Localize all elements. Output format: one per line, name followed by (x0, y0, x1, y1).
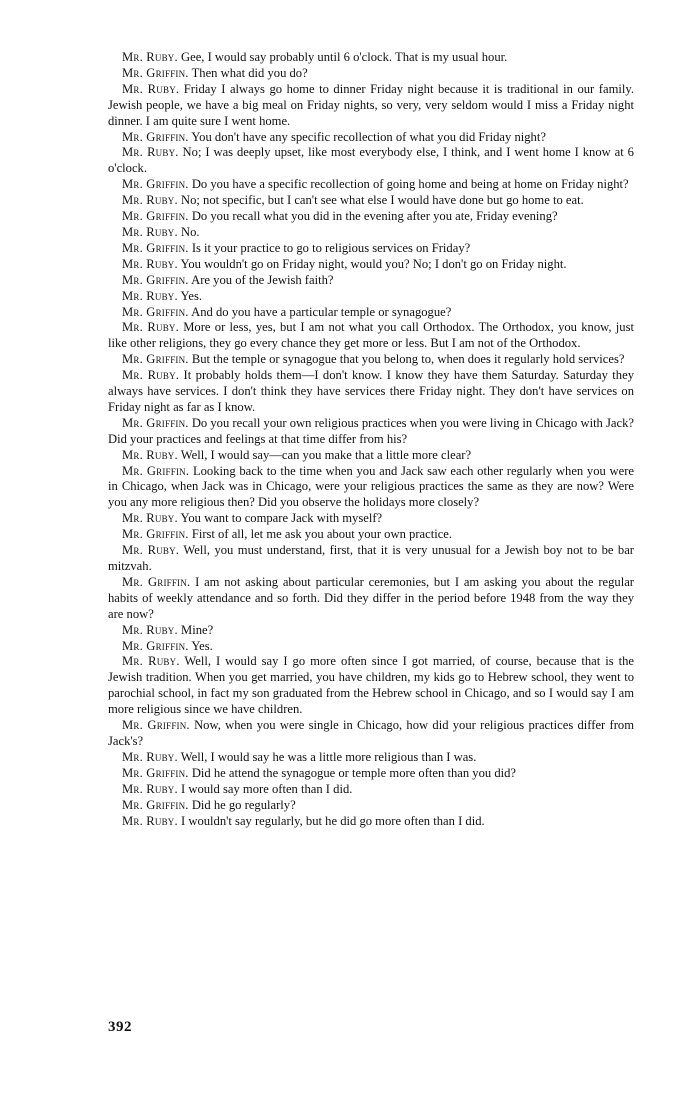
speaker-name: Mr. Ruby. (122, 543, 180, 558)
speech-text: Do you have a specific recollection of going home and being at home on Friday night? (191, 177, 629, 192)
speech-text: Do you recall your own religious practices when you were living in Chicago with Jack? Did your practices and feelings at that time differ from his? (108, 415, 634, 446)
transcript-paragraph (108, 511, 634, 527)
transcript-paragraph (108, 750, 634, 766)
speaker-name: Mr. Ruby. (122, 320, 179, 335)
speech-text: I am not asking about particular ceremonies, but I am asking you about the regular habits of weekly attendance and so forth. Did they differ in the period before 1948 from the way they are now? (108, 574, 634, 621)
transcript-paragraph (108, 66, 634, 82)
speech-text: I would say more often than I did. (181, 781, 353, 796)
speech-text: You wouldn't go on Friday night, would you? No; I don't go on Friday night. (180, 256, 567, 271)
speaker-name: Mr. Griffin. (122, 463, 190, 478)
speech-text: Looking back to the time when you and Jack saw each other regularly when you were in Chicago, when Jack was in Chicago, were your religious practices the same as they are now? Were you any more religious then? Did you observe the holidays more closely? (108, 463, 634, 510)
speaker-name: Mr. Ruby. (122, 50, 178, 64)
speaker-name: Mr. Griffin. (122, 177, 189, 192)
speech-text: Yes. (180, 288, 203, 303)
transcript-paragraph (108, 209, 634, 225)
transcript-paragraph (108, 368, 634, 416)
transcript-page (108, 50, 634, 829)
transcript-paragraph (108, 82, 634, 130)
speaker-name: Mr. Ruby. (122, 749, 178, 764)
speaker-name: Mr. Ruby. (122, 511, 178, 526)
speaker-name: Mr. Ruby. (122, 81, 180, 96)
transcript-paragraph (108, 289, 634, 305)
transcript-paragraph (108, 225, 634, 241)
speaker-name: Mr. Griffin. (122, 718, 190, 733)
speech-text: Are you of the Jewish faith? (191, 272, 334, 287)
transcript-paragraph (108, 448, 634, 464)
transcript-paragraph (108, 543, 634, 575)
transcript-paragraph (108, 416, 634, 448)
transcript-paragraph (108, 352, 634, 368)
speaker-name: Mr. Ruby. (122, 622, 178, 637)
speech-text: Did he go regularly? (191, 797, 296, 812)
speaker-name: Mr. Ruby. (122, 145, 179, 160)
speaker-name: Mr. Griffin. (122, 352, 189, 367)
speaker-name: Mr. Ruby. (122, 781, 178, 796)
speech-text: Mine? (181, 622, 214, 637)
speaker-name: Mr. Griffin. (122, 415, 189, 430)
speaker-name: Mr. Ruby. (122, 193, 178, 208)
transcript-paragraph (108, 320, 634, 352)
transcript-paragraph (108, 305, 634, 321)
speech-text: Well, I would say I go more often since I got married, of course, because that is the Jewish tradition. When you get married, you have children, my kids go to Hebrew school, they went to parochial school, in fact my son graduated from the Hebrew school in Chicago, and so I would say I am more religious since we have children. (108, 654, 634, 717)
transcript-paragraph (108, 639, 634, 655)
transcript-paragraph (108, 814, 634, 830)
speech-text: Well, I would say—can you make that a little more clear? (180, 447, 472, 462)
speech-text: Do you recall what you did in the evening after you ate, Friday evening? (191, 209, 558, 224)
speaker-name: Mr. Griffin. (122, 574, 191, 589)
speech-text: You don't have any specific recollection of what you did Friday night? (191, 129, 546, 144)
speaker-name: Mr. Griffin. (122, 638, 189, 653)
speech-text: First of all, let me ask you about your own practice. (191, 527, 453, 542)
speech-text: Now, when you were single in Chicago, how did your religious practices differ from Jack's? (108, 718, 634, 748)
transcript-paragraph (108, 527, 634, 543)
speech-text: You want to compare Jack with myself? (180, 511, 383, 526)
speech-text: And do you have a particular temple or synagogue? (191, 304, 452, 319)
speech-text: Well, you must understand, first, that it is very unusual for a Jewish boy not to be bar mitzvah. (108, 543, 634, 573)
transcript-paragraph (108, 145, 634, 177)
speaker-name: Mr. Griffin. (122, 272, 189, 287)
speaker-name: Mr. Ruby. (122, 813, 178, 828)
page-number: 392 (108, 1019, 132, 1035)
transcript-paragraph (108, 273, 634, 289)
speech-text: Friday I always go home to dinner Friday night because it is traditional in our family. Jewish people, we have a big meal on Friday nights, so very, very seldom would I miss a Friday night dinner. I am quite sure I went home. (108, 81, 634, 128)
transcript-paragraph (108, 257, 634, 273)
speaker-name: Mr. Ruby. (122, 447, 178, 462)
speech-text: I wouldn't say regularly, but he did go more often than I did. (181, 813, 485, 828)
transcript-paragraph (108, 782, 634, 798)
speaker-name: Mr. Griffin. (122, 209, 189, 224)
speech-text: It probably holds them—I don't know. I know they have them Saturday. Saturday they always have services. I don't think they have services there Friday night. They don't have services on Friday night as far as I know. (108, 368, 634, 414)
speaker-name: Mr. Ruby. (122, 224, 178, 239)
speech-text: Is it your practice to go to religious services on Friday? (191, 240, 471, 255)
transcript-paragraph (108, 50, 634, 66)
speaker-name: Mr. Griffin. (122, 240, 189, 255)
speech-text: Well, I would say he was a little more religious than I was. (180, 749, 477, 764)
speech-text: More or less, yes, but I am not what you call Orthodox. The Orthodox, you know, just like other religions, they go every chance they get more or less. But I am not of the Orthodox. (108, 320, 634, 351)
transcript-paragraph (108, 623, 634, 639)
speech-text: Yes. (191, 638, 213, 653)
speech-text: But the temple or synagogue that you belong to, when does it regularly hold services? (191, 352, 625, 367)
speech-text: Then what did you do? (191, 65, 308, 80)
speaker-name: Mr. Griffin. (122, 797, 189, 812)
transcript-paragraph (108, 766, 634, 782)
speaker-name: Mr. Ruby. (122, 654, 180, 669)
transcript-paragraph (108, 177, 634, 193)
speaker-name: Mr. Griffin. (122, 765, 189, 780)
transcript-paragraph (108, 241, 634, 257)
transcript-paragraph (108, 718, 634, 750)
transcript-paragraph (108, 654, 634, 718)
speech-text: Gee, I would say probably until 6 o'clock. That is my usual hour. (181, 50, 508, 64)
speech-text: No; I was deeply upset, like most everybody else, I think, and I went home I know at 6 o'clock. (108, 145, 634, 176)
speech-text: No. (181, 224, 200, 239)
speech-text: Did he attend the synagogue or temple more often than you did? (191, 765, 517, 780)
speaker-name: Mr. Griffin. (122, 65, 189, 80)
transcript-paragraph (108, 798, 634, 814)
speech-text: No; not specific, but I can't see what else I would have done but go home to eat. (181, 193, 584, 208)
speaker-name: Mr. Ruby. (122, 288, 178, 303)
speaker-name: Mr. Ruby. (122, 256, 178, 271)
speaker-name: Mr. Griffin. (122, 129, 189, 144)
transcript-paragraph (108, 575, 634, 623)
speaker-name: Mr. Ruby. (122, 368, 180, 383)
transcript-paragraph (108, 464, 634, 512)
speaker-name: Mr. Griffin. (122, 304, 189, 319)
transcript-paragraph (108, 130, 634, 146)
transcript-paragraph (108, 193, 634, 209)
speaker-name: Mr. Griffin. (122, 527, 189, 542)
